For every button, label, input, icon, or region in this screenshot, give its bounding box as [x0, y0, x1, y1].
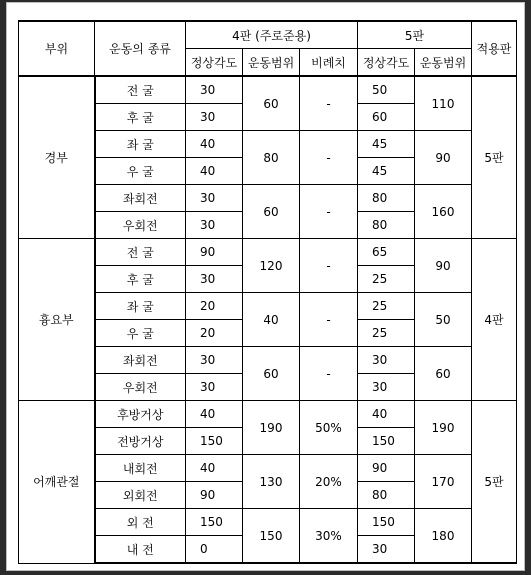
motion-name: 좌 굴	[95, 293, 186, 320]
ed5-normal-angle: 80	[358, 482, 415, 509]
ed4-range: 190	[243, 401, 300, 455]
ed4-ratio: -	[300, 185, 358, 239]
motion-name: 외 전	[95, 509, 186, 536]
ed5-normal-angle: 25	[358, 266, 415, 293]
ed4-normal-angle: 20	[186, 320, 243, 347]
ed5-normal-angle: 30	[358, 374, 415, 401]
group-applied-edition: 4판	[472, 239, 517, 401]
ed4-normal-angle: 90	[186, 239, 243, 266]
ed5-range: 90	[415, 239, 472, 293]
motion-name: 내 전	[95, 536, 186, 564]
header-ed5-range: 운동범위	[415, 49, 472, 77]
ed4-normal-angle: 30	[186, 104, 243, 131]
ed5-normal-angle: 45	[358, 131, 415, 158]
motion-name: 후방거상	[95, 401, 186, 428]
ed4-normal-angle: 150	[186, 428, 243, 455]
ed4-ratio: 20%	[300, 455, 358, 509]
header-motion-type: 운동의 종류	[95, 21, 186, 76]
ed4-ratio: 50%	[300, 401, 358, 455]
ed4-normal-angle: 40	[186, 455, 243, 482]
ed4-range: 150	[243, 509, 300, 564]
ed4-normal-angle: 40	[186, 131, 243, 158]
ed5-range: 170	[415, 455, 472, 509]
ed5-normal-angle: 150	[358, 428, 415, 455]
header-edition-4: 4판 (주로준용)	[186, 21, 358, 49]
ed4-normal-angle: 30	[186, 212, 243, 239]
ed5-normal-angle: 30	[358, 536, 415, 564]
group-name: 어깨관절	[19, 401, 95, 564]
table-row	[19, 239, 517, 266]
range-of-motion-table	[18, 20, 517, 564]
ed5-range: 160	[415, 185, 472, 239]
header-ed4-range: 운동범위	[243, 49, 300, 77]
ed5-normal-angle: 25	[358, 293, 415, 320]
ed5-normal-angle: 90	[358, 455, 415, 482]
ed4-ratio: -	[300, 239, 358, 293]
motion-name: 좌 굴	[95, 131, 186, 158]
ed4-ratio: -	[300, 76, 358, 131]
ed4-normal-angle: 40	[186, 158, 243, 185]
ed4-normal-angle: 150	[186, 509, 243, 536]
motion-name: 우 굴	[95, 158, 186, 185]
motion-name: 내회전	[95, 455, 186, 482]
ed4-range: 40	[243, 293, 300, 347]
ed4-range: 80	[243, 131, 300, 185]
ed4-normal-angle: 30	[186, 76, 243, 104]
ed4-ratio: -	[300, 293, 358, 347]
ed4-range: 120	[243, 239, 300, 293]
ed4-normal-angle: 30	[186, 266, 243, 293]
ed5-range: 90	[415, 131, 472, 185]
motion-name: 후 굴	[95, 104, 186, 131]
header-edition-5: 5판	[358, 21, 472, 49]
ed5-normal-angle: 25	[358, 320, 415, 347]
document-page	[6, 2, 525, 571]
header-ed4-normal-angle: 정상각도	[186, 49, 243, 77]
motion-name: 전방거상	[95, 428, 186, 455]
group-name: 흉요부	[19, 239, 95, 401]
ed4-range: 130	[243, 455, 300, 509]
motion-name: 우 굴	[95, 320, 186, 347]
header-ed5-normal-angle: 정상각도	[358, 49, 415, 77]
table-row	[19, 76, 517, 104]
group-applied-edition: 5판	[472, 76, 517, 239]
ed5-normal-angle: 80	[358, 185, 415, 212]
motion-name: 좌회전	[95, 347, 186, 374]
motion-name: 전 굴	[95, 76, 186, 104]
ed5-normal-angle: 65	[358, 239, 415, 266]
motion-name: 우회전	[95, 374, 186, 401]
ed5-range: 50	[415, 293, 472, 347]
ed4-normal-angle: 90	[186, 482, 243, 509]
ed5-normal-angle: 50	[358, 76, 415, 104]
header-part: 부위	[19, 21, 95, 76]
ed5-normal-angle: 45	[358, 158, 415, 185]
ed5-range: 60	[415, 347, 472, 401]
ed4-normal-angle: 40	[186, 401, 243, 428]
ed4-normal-angle: 20	[186, 293, 243, 320]
ed5-normal-angle: 30	[358, 347, 415, 374]
ed5-range: 190	[415, 401, 472, 455]
ed4-normal-angle: 0	[186, 536, 243, 564]
header-applied-edition: 적용판	[472, 21, 517, 76]
group-applied-edition: 5판	[472, 401, 517, 564]
ed4-ratio: 30%	[300, 509, 358, 564]
ed5-normal-angle: 80	[358, 212, 415, 239]
group-name: 경부	[19, 76, 95, 239]
ed4-ratio: -	[300, 131, 358, 185]
ed4-range: 60	[243, 185, 300, 239]
ed4-normal-angle: 30	[186, 185, 243, 212]
ed5-range: 180	[415, 509, 472, 564]
ed4-range: 60	[243, 347, 300, 401]
motion-name: 좌회전	[95, 185, 186, 212]
ed4-normal-angle: 30	[186, 347, 243, 374]
ed5-normal-angle: 60	[358, 104, 415, 131]
header-ed4-ratio: 비례치	[300, 49, 358, 77]
ed4-ratio: -	[300, 347, 358, 401]
ed5-range: 110	[415, 76, 472, 131]
ed4-normal-angle: 30	[186, 374, 243, 401]
motion-name: 전 굴	[95, 239, 186, 266]
ed5-normal-angle: 150	[358, 509, 415, 536]
ed4-range: 60	[243, 76, 300, 131]
ed5-normal-angle: 40	[358, 401, 415, 428]
table-row	[19, 401, 517, 428]
motion-name: 후 굴	[95, 266, 186, 293]
motion-name: 외회전	[95, 482, 186, 509]
motion-name: 우회전	[95, 212, 186, 239]
